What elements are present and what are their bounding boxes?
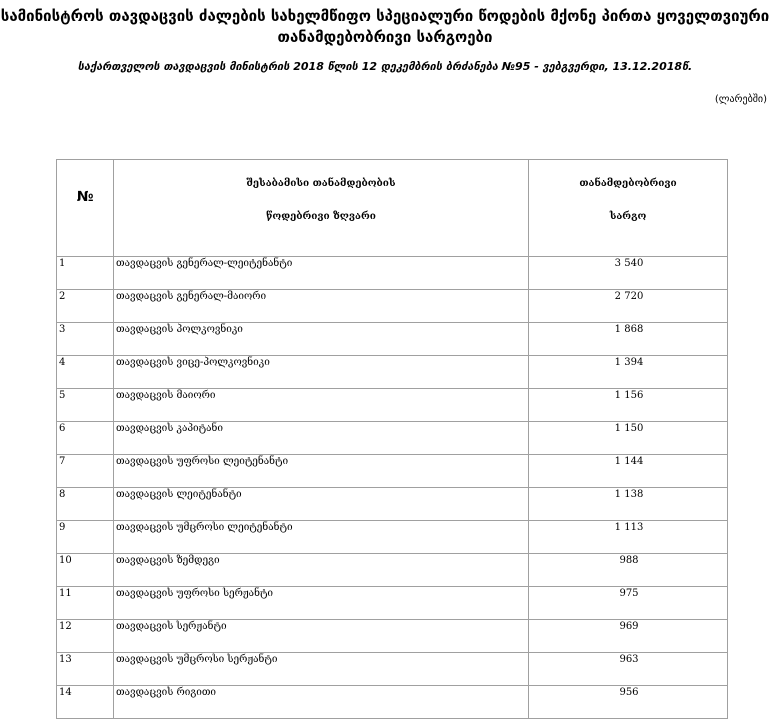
row-salary: 1 868: [529, 323, 728, 356]
header-rank-line-1: შესაბამისი თანამდებობის: [246, 178, 396, 189]
table-row: [57, 389, 728, 422]
currency-unit-note: (ლარებში): [714, 94, 767, 105]
row-salary: 1 144: [529, 455, 728, 488]
row-salary: 1 394: [529, 356, 728, 389]
document-subtitle: საქართველოს თავდაცვის მინისტრის 2018 წლის 12 დეკემბრის ბრძანება №95 - ვებგვერდი, 13.12.2018წ.: [77, 60, 693, 73]
table-row: [57, 653, 728, 686]
table-row: [57, 422, 728, 455]
header-salary-line-2: სარგო: [609, 211, 647, 222]
row-rank: თავდაცვის კაპიტანი: [114, 422, 529, 455]
table-row: [57, 620, 728, 653]
row-rank: თავდაცვის უფროსი სერჟანტი: [114, 587, 529, 620]
header-salary: [529, 160, 728, 257]
table-row: [57, 290, 728, 323]
row-rank: თავდაცვის მაიორი: [114, 389, 529, 422]
row-rank: თავდაცვის უმცროსი სერჟანტი: [114, 653, 529, 686]
table-row: [57, 455, 728, 488]
row-salary: 975: [529, 587, 728, 620]
row-rank: თავდაცვის გენერალ-მაიორი: [114, 290, 529, 323]
row-salary: 1 156: [529, 389, 728, 422]
table-row: [57, 257, 728, 290]
row-number: 9: [57, 521, 114, 554]
table-row: [57, 554, 728, 587]
row-number: 13: [57, 653, 114, 686]
row-number: 1: [57, 257, 114, 290]
row-salary: 2 720: [529, 290, 728, 323]
row-salary: 963: [529, 653, 728, 686]
document-title-line-1: სამინისტროს თავდაცვის ძალების სახელმწიფო სპეციალური წოდების მქონე პირთა ყოველთვიური: [0, 7, 770, 25]
table-row: [57, 488, 728, 521]
table-row: [57, 686, 728, 719]
row-salary: 1 138: [529, 488, 728, 521]
header-number: [57, 160, 114, 257]
row-salary: 1 113: [529, 521, 728, 554]
row-salary: 969: [529, 620, 728, 653]
table-row: [57, 587, 728, 620]
row-rank: თავდაცვის გენერალ-ლეიტენანტი: [114, 257, 529, 290]
row-rank: თავდაცვის პოლკოვნიკი: [114, 323, 529, 356]
row-rank: თავდაცვის ლეიტენანტი: [114, 488, 529, 521]
row-number: 12: [57, 620, 114, 653]
table-header-row: [57, 160, 728, 257]
row-salary: 1 150: [529, 422, 728, 455]
row-number: 11: [57, 587, 114, 620]
salary-table: [56, 159, 728, 719]
row-rank: თავდაცვის უმცროსი ლეიტენანტი: [114, 521, 529, 554]
row-number: 6: [57, 422, 114, 455]
row-salary: 988: [529, 554, 728, 587]
row-rank: თავდაცვის რიგითი: [114, 686, 529, 719]
header-salary-line-1: თანამდებობრივი: [579, 178, 677, 189]
table-row: [57, 521, 728, 554]
row-number: 5: [57, 389, 114, 422]
row-number: 8: [57, 488, 114, 521]
header-number-label: №: [76, 189, 94, 205]
row-number: 3: [57, 323, 114, 356]
row-number: 7: [57, 455, 114, 488]
table-row: [57, 323, 728, 356]
row-salary: 3 540: [529, 257, 728, 290]
row-number: 4: [57, 356, 114, 389]
row-rank: თავდაცვის ვიცე-პოლკოვნიკი: [114, 356, 529, 389]
document-title: [0, 6, 770, 48]
header-rank-line-2: წოდებრივი ზღვარი: [266, 211, 376, 222]
table-row: [57, 356, 728, 389]
row-number: 14: [57, 686, 114, 719]
row-rank: თავდაცვის უფროსი ლეიტენანტი: [114, 455, 529, 488]
row-salary: 956: [529, 686, 728, 719]
row-number: 10: [57, 554, 114, 587]
row-number: 2: [57, 290, 114, 323]
document-title-line-2: თანამდებობრივი სარგოები: [277, 28, 493, 46]
row-rank: თავდაცვის ზემდეგი: [114, 554, 529, 587]
header-rank: [114, 160, 529, 257]
row-rank: თავდაცვის სერჟანტი: [114, 620, 529, 653]
